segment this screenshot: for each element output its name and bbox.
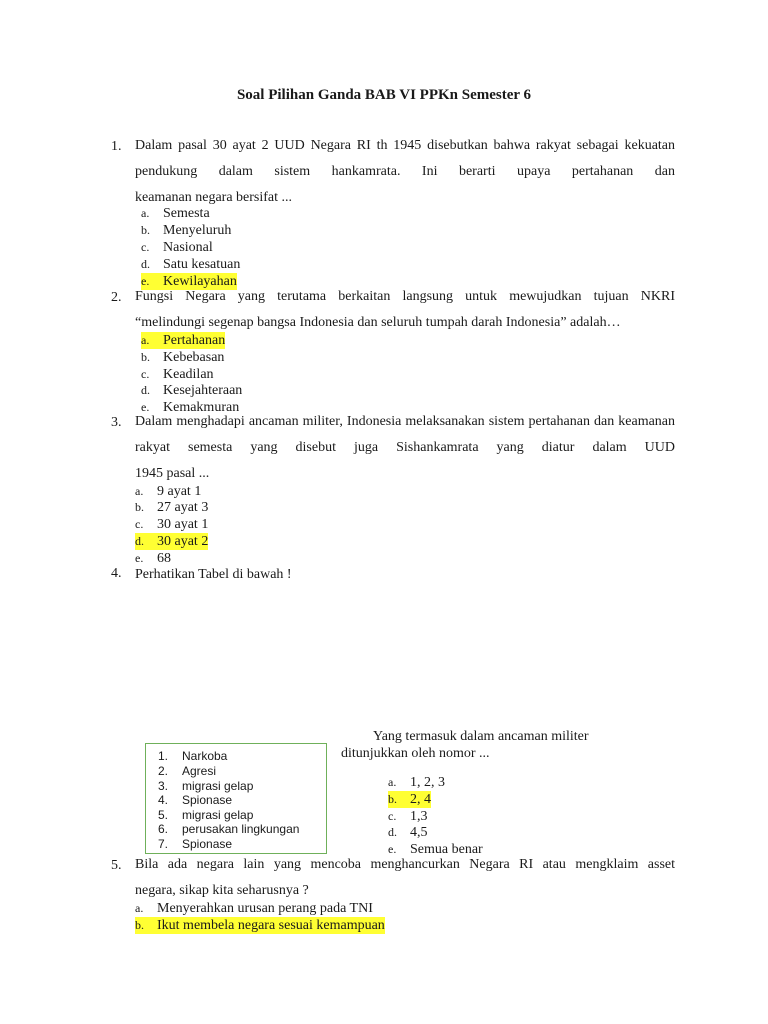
option-letter: e. (388, 842, 397, 856)
option-text: Kemakmuran (163, 400, 240, 415)
question-1-option-a[interactable] (141, 205, 210, 222)
table-row-number: 1. (158, 749, 169, 763)
option-text: 4,5 (410, 825, 428, 840)
question-5-number: 5. (111, 858, 122, 873)
option-text: Semua benar (410, 842, 483, 857)
option-letter: e. (141, 274, 150, 288)
question-4-stem-line: ditunjukkan oleh nomor ... (341, 746, 490, 761)
table-row-number: 2. (158, 764, 169, 778)
table-row (158, 793, 232, 807)
table-row-text: Spionase (182, 837, 233, 851)
option-letter: b. (388, 792, 397, 806)
question-2-line: “melindungi segenap bangsa Indonesia dan seluruh tumpah darah Indonesia” adalah… (135, 315, 621, 330)
option-letter: c. (135, 517, 144, 531)
option-letter: a. (141, 206, 150, 220)
option-text: 2, 4 (410, 792, 431, 807)
option-letter: d. (141, 257, 150, 271)
option-letter: e. (141, 400, 150, 414)
option-text: 30 ayat 1 (157, 517, 209, 532)
question-1-option-d[interactable] (141, 256, 240, 273)
option-letter: b. (141, 223, 150, 237)
option-letter: c. (141, 367, 150, 381)
table-row-text: migrasi gelap (182, 808, 254, 822)
question-5-option-b-answer[interactable] (135, 917, 385, 934)
option-text: Kewilayahan (163, 274, 237, 289)
question-1-line: kekuatan pendukung dalam sistem hankamrata. Ini berarti upaya pertahanan dan (135, 138, 676, 179)
question-5-option-a[interactable] (135, 900, 373, 917)
question-2-option-d[interactable] (141, 382, 242, 399)
page-title: Soal Pilihan Ganda BAB VI PPKn Semester 6 (236, 87, 532, 103)
option-text: Menyeluruh (163, 223, 232, 238)
question-2-option-c[interactable] (141, 366, 214, 383)
option-text: 27 ayat 3 (157, 500, 209, 515)
option-text: Nasional (163, 240, 213, 255)
option-letter: b. (135, 918, 144, 932)
table-row (158, 837, 232, 851)
table-row-number: 3. (158, 779, 169, 793)
question-2-option-b[interactable] (141, 349, 224, 366)
question-5-line: negara, sikap kita seharusnya ? (135, 883, 309, 898)
option-text: Keadilan (163, 367, 214, 382)
question-3-text (135, 409, 675, 487)
option-text: 9 ayat 1 (157, 484, 202, 499)
question-4-option-c[interactable] (388, 808, 428, 825)
option-text: 1,3 (410, 809, 428, 824)
question-1-line: keamanan negara bersifat ... (135, 190, 293, 205)
table-row (158, 822, 299, 836)
question-3-option-d-answer[interactable] (135, 533, 208, 550)
table-row-number: 5. (158, 808, 169, 822)
question-1-option-b[interactable] (141, 222, 231, 239)
question-3-line: 1945 pasal ... (135, 466, 210, 481)
table-row (158, 779, 253, 793)
table-row-text: Narkoba (182, 749, 228, 763)
question-1-text (135, 133, 675, 211)
option-text: Ikut membela negara sesuai kemampuan (157, 918, 385, 933)
option-text: Kesejahteraan (163, 383, 243, 398)
table-row-text: migrasi gelap (182, 779, 254, 793)
threat-table (145, 743, 327, 854)
question-1-option-c[interactable] (141, 239, 213, 256)
question-4-option-b-answer[interactable] (388, 791, 431, 808)
table-row-text: Agresi (182, 764, 217, 778)
question-4-option-a[interactable] (388, 774, 445, 791)
question-5-text (135, 852, 675, 904)
question-3-option-a[interactable] (135, 483, 201, 500)
question-4-option-d[interactable] (388, 824, 428, 841)
option-letter: d. (388, 825, 397, 839)
question-2-option-a-answer[interactable] (141, 332, 225, 349)
table-row-number: 4. (158, 793, 169, 807)
option-letter: a. (141, 333, 150, 347)
table-row-text: perusakan lingkungan (182, 822, 300, 836)
option-text: Satu kesatuan (163, 257, 241, 272)
option-text: Menyerahkan urusan perang pada TNI (157, 901, 373, 916)
option-letter: c. (388, 809, 397, 823)
question-5-line: Bila ada negara lain yang mencoba menghancurkan Negara RI atau mengklaim asset (135, 857, 675, 872)
question-3-option-b[interactable] (135, 499, 208, 516)
question-2-number: 2. (111, 290, 122, 305)
question-2-text (135, 284, 675, 336)
option-letter: b. (141, 350, 150, 364)
option-text: Semesta (163, 206, 210, 221)
table-row (158, 764, 216, 778)
option-letter: a. (135, 901, 144, 915)
question-1-number: 1. (111, 139, 122, 154)
option-text: Pertahanan (163, 333, 226, 348)
question-4-text: Perhatikan Tabel di bawah ! (135, 567, 292, 582)
question-3-line: Dalam menghadapi ancaman militer, Indonesia melaksanakan sistem pertahanan dan (135, 414, 615, 429)
question-4-number: 4. (111, 566, 122, 581)
question-1-line: Dalam pasal 30 ayat 2 UUD Negara RI th 1945 disebutkan bahwa rakyat sebagai (135, 138, 619, 153)
option-text: 1, 2, 3 (410, 775, 445, 790)
question-3-number: 3. (111, 415, 122, 430)
option-letter: a. (135, 484, 144, 498)
table-row (158, 808, 253, 822)
option-text: 68 (157, 551, 171, 566)
table-row-number: 7. (158, 837, 169, 851)
question-4-stem-line: Yang termasuk dalam ancaman militer (373, 729, 589, 744)
table-row-number: 6. (158, 822, 169, 836)
table-row-text: Spionase (182, 793, 233, 807)
question-3-line: keamanan rakyat semesta yang disebut juga Sishankamrata yang diatur dalam UUD (135, 414, 676, 455)
option-letter: d. (141, 383, 150, 397)
question-2-line: Fungsi Negara yang terutama berkaitan langsung untuk mewujudkan tujuan NKRI (135, 289, 675, 304)
question-3-option-e[interactable] (135, 550, 171, 567)
option-letter: d. (135, 534, 144, 548)
option-text: Kebebasan (163, 350, 225, 365)
option-text: 30 ayat 2 (157, 534, 209, 549)
option-letter: a. (388, 775, 397, 789)
table-row (158, 749, 227, 763)
option-letter: b. (135, 500, 144, 514)
question-3-option-c[interactable] (135, 516, 208, 533)
option-letter: c. (141, 240, 150, 254)
option-letter: e. (135, 551, 144, 565)
